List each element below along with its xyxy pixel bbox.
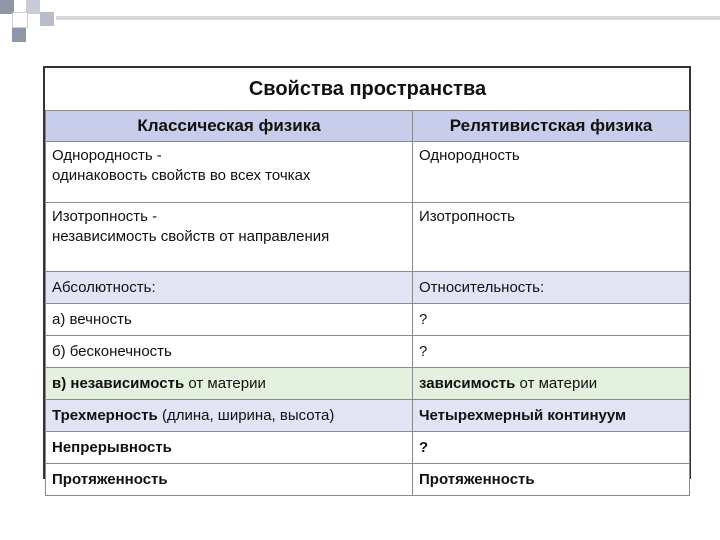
cell-relativistic — [413, 464, 690, 496]
table-row — [46, 336, 690, 368]
cell-description: от материи — [515, 374, 598, 392]
cell-classical — [46, 368, 413, 400]
header-classical: Классическая физика — [46, 111, 413, 142]
cell-classical — [46, 203, 413, 272]
cell-description: б) бесконечность — [52, 342, 172, 360]
cell-description: ? — [419, 342, 428, 360]
cell-term: Однородность — [419, 147, 520, 164]
corner-square-4 — [12, 28, 26, 42]
cell-classical — [46, 272, 413, 304]
table-row — [46, 432, 690, 464]
cell-classical — [46, 142, 413, 203]
cell-description: независимость свойств от направления — [52, 228, 330, 245]
cell-classical — [46, 432, 413, 464]
cell-relativistic — [413, 336, 690, 368]
cell-description: ? — [419, 310, 428, 328]
cell-term: Относительность: — [419, 278, 545, 296]
table-row — [46, 368, 690, 400]
cell-relativistic — [413, 368, 690, 400]
cell-relativistic — [413, 142, 690, 203]
cell-classical — [46, 304, 413, 336]
cell-term: Протяженность — [419, 470, 535, 488]
cell-classical — [46, 464, 413, 496]
table-title: Свойства пространства — [46, 68, 690, 111]
cell-description: (длина, ширина, высота) — [157, 406, 335, 424]
table-row — [46, 464, 690, 496]
cell-relativistic — [413, 272, 690, 304]
cell-classical — [46, 400, 413, 432]
table-row — [46, 142, 690, 203]
cell-term: Трехмерность — [52, 406, 158, 424]
table-row — [46, 203, 690, 272]
corner-square-3 — [12, 12, 28, 28]
cell-relativistic — [413, 432, 690, 464]
cell-term: Однородность - — [52, 147, 162, 164]
cell-term: ? — [419, 438, 429, 456]
cell-term: зависимость — [419, 374, 516, 392]
properties-table — [43, 66, 691, 488]
cell-description: одинаковость свойств во всех точках — [52, 167, 311, 184]
corner-square-5 — [40, 12, 54, 26]
cell-term: Протяженность — [52, 470, 168, 488]
cell-relativistic — [413, 203, 690, 272]
cell-term: Изотропность — [419, 208, 515, 225]
top-divider-line — [56, 16, 720, 20]
cell-term: в) независимость — [52, 374, 185, 392]
cell-term: Изотропность - — [52, 208, 158, 225]
cell-description: а) вечность — [52, 310, 132, 328]
table-row — [46, 272, 690, 304]
cell-relativistic — [413, 400, 690, 432]
header-relativistic: Релятивистская физика — [413, 111, 690, 142]
cell-classical — [46, 336, 413, 368]
cell-term: Непрерывность — [52, 438, 172, 456]
cell-term: Четырехмерный континуум — [419, 406, 627, 424]
corner-square-2 — [26, 0, 40, 14]
cell-term: Абсолютность: — [52, 278, 156, 296]
cell-description: от материи — [184, 374, 266, 392]
cell-relativistic — [413, 304, 690, 336]
table-row — [46, 400, 690, 432]
table-row — [46, 304, 690, 336]
